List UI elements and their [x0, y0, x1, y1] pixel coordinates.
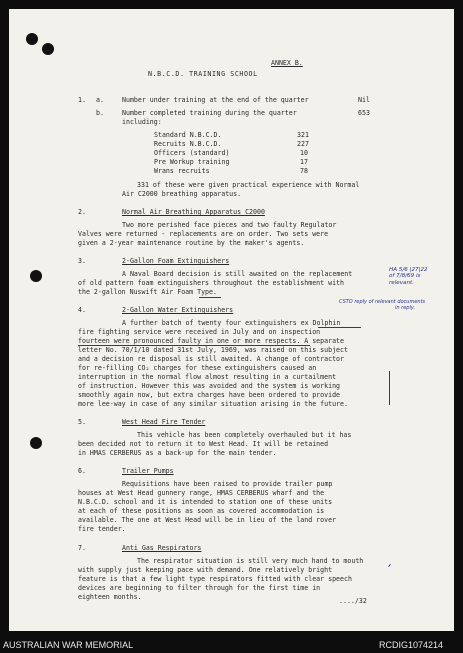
- paragraph-line: been decided not to return it to West Head. It will be retained: [78, 440, 329, 448]
- section-heading: 2-Gallon Foam Extinguishers: [122, 257, 230, 265]
- paragraph-line: given a 2-year maintenance routine by the maker's agents.: [78, 239, 305, 247]
- paragraph-line: more lee-way in case of any similar situation arising in the future.: [78, 400, 348, 408]
- section-heading: Trailer Pumps: [122, 467, 174, 475]
- paragraph-line: Valves were returned - replacements are on order. Two sets were: [78, 230, 329, 238]
- footer-source: AUSTRALIAN WAR MEMORIAL: [3, 640, 134, 650]
- paragraph-line: fourteen were pronounced faulty in one or more respects. A separate: [78, 337, 344, 345]
- list-item-label: Standard N.B.C.D.: [154, 131, 222, 139]
- list-item-value: 10: [300, 149, 308, 157]
- paragraph-line: of old pattern foam extinguishers throughout the establishment with: [78, 279, 344, 287]
- paragraph-line: 331 of these were given practical experience with Normal: [137, 181, 360, 189]
- item-text: Number completed training during the quarter: [122, 109, 297, 117]
- punch-hole: [26, 33, 38, 45]
- section-number: 7.: [78, 544, 86, 552]
- paragraph-line: houses at West Head gunnery range, HMAS CERBERUS wharf and the: [78, 489, 325, 497]
- paragraph-line: letter No. 70/1/10 dated 31st July, 1969, was raised on this subject: [78, 346, 348, 354]
- paragraph-line: fire tender.: [78, 525, 126, 533]
- punch-hole: [30, 437, 42, 449]
- item-value: Nil: [358, 96, 370, 104]
- section-number: 3.: [78, 257, 86, 265]
- item-letter: b.: [96, 109, 104, 117]
- list-item-value: 227: [297, 140, 309, 148]
- pen-tick-mark: [388, 564, 391, 567]
- list-item-label: Recruits N.B.C.D.: [154, 140, 222, 148]
- paragraph-line: Requisitions have been raised to provide trailer pump: [122, 480, 333, 488]
- section-number: 2.: [78, 208, 86, 216]
- punch-hole: [42, 43, 54, 55]
- pen-margin-line: [389, 371, 390, 405]
- paragraph-line: interruption in the normal flow almost resulting in a curtailment: [78, 373, 337, 381]
- list-item-value: 321: [297, 131, 309, 139]
- annex-label: ANNEX B.: [271, 59, 303, 67]
- section-heading: 2-Gallon Water Extinguishers: [122, 306, 234, 314]
- footer-bar: [0, 638, 463, 653]
- paragraph-line: fire fighting service were received in July and on inspection: [78, 328, 321, 336]
- paragraph-line: The respirator situation is still very much hand to mouth: [137, 557, 364, 565]
- section-number: 6.: [78, 467, 86, 475]
- paragraph-line: for re-filling CO₂ charges for these extinguishers caused an: [78, 364, 317, 372]
- paragraph-line: devices are beginning to filter through for the first time in: [78, 584, 321, 592]
- paragraph-line: A further batch of twenty four extinguishers ex Dolphin: [122, 319, 341, 327]
- item-letter: a.: [96, 96, 104, 104]
- pen-underline: [78, 345, 310, 346]
- item-value: 653: [358, 109, 370, 117]
- section-heading: Anti Gas Respirators: [122, 544, 202, 552]
- paragraph-line: and a decision re disposal is still awaited. A change of contractor: [78, 355, 344, 363]
- paragraph-line: eighteen months.: [78, 593, 142, 601]
- page-title: N.B.C.D. TRAINING SCHOOL: [148, 70, 258, 78]
- list-item-label: Officers (standard): [154, 149, 230, 157]
- paragraph-line: in HMAS CERBERUS as a back-up for the main tender.: [78, 449, 277, 457]
- punch-hole: [30, 270, 42, 282]
- document-page: [9, 9, 454, 631]
- list-item-value: 17: [300, 158, 308, 166]
- list-item-label: Pre Workup training: [154, 158, 230, 166]
- paragraph-line: Air C2000 breathing apparatus.: [122, 190, 242, 198]
- paragraph-line: This vehicle has been completely overhauled but it has: [137, 431, 352, 439]
- section-heading: West Head Fire Tender: [122, 418, 206, 426]
- paragraph-line: with supply just keeping pace with demand. One relatively bright: [78, 566, 333, 574]
- section-number: 4.: [78, 306, 86, 314]
- handwritten-note: CSTO reply of relevant documents in reply.: [339, 299, 426, 312]
- paragraph-line: Two more perished face pieces and two faulty Regulator: [122, 221, 337, 229]
- paragraph-line: of instruction. However this was avoided and the system is working: [78, 382, 341, 390]
- paragraph-line: A Naval Board decision is still awaited on the replacement: [122, 270, 353, 278]
- list-item-value: 78: [300, 167, 308, 175]
- paragraph-line: available. The one at West Head will be in lieu of the land rover: [78, 516, 337, 524]
- paragraph-line: feature is that a few light type respirators fitted with clear speech: [78, 575, 352, 583]
- pen-underline: [318, 327, 361, 328]
- section-number: 1.: [78, 96, 86, 104]
- list-item-label: Wrans recruits: [154, 167, 210, 175]
- section-heading: Normal Air Breathing Apparatus C2000: [122, 208, 265, 216]
- paragraph-line: smoothly again now, but extra charges have been ordered to provide: [78, 391, 341, 399]
- footer-record-id: RCDIG1074214: [379, 640, 444, 650]
- item-text: including:: [122, 118, 162, 126]
- paragraph-line: at each of these positions as soon as covered accommodation is: [78, 507, 325, 515]
- section-number: 5.: [78, 418, 86, 426]
- pen-underline: [199, 297, 221, 298]
- paragraph-line: N.B.C.D. school and it is intended to station one of these units: [78, 498, 333, 506]
- paragraph-line: the 2-gallon Nuswift Air Foam Type.: [78, 288, 217, 296]
- item-text: Number under training at the end of the quarter: [122, 96, 309, 104]
- continuation-marker: ..../32: [339, 597, 367, 605]
- handwritten-note: HA 5/6 |27|22 of 7/8/69 is relevant.: [389, 267, 428, 286]
